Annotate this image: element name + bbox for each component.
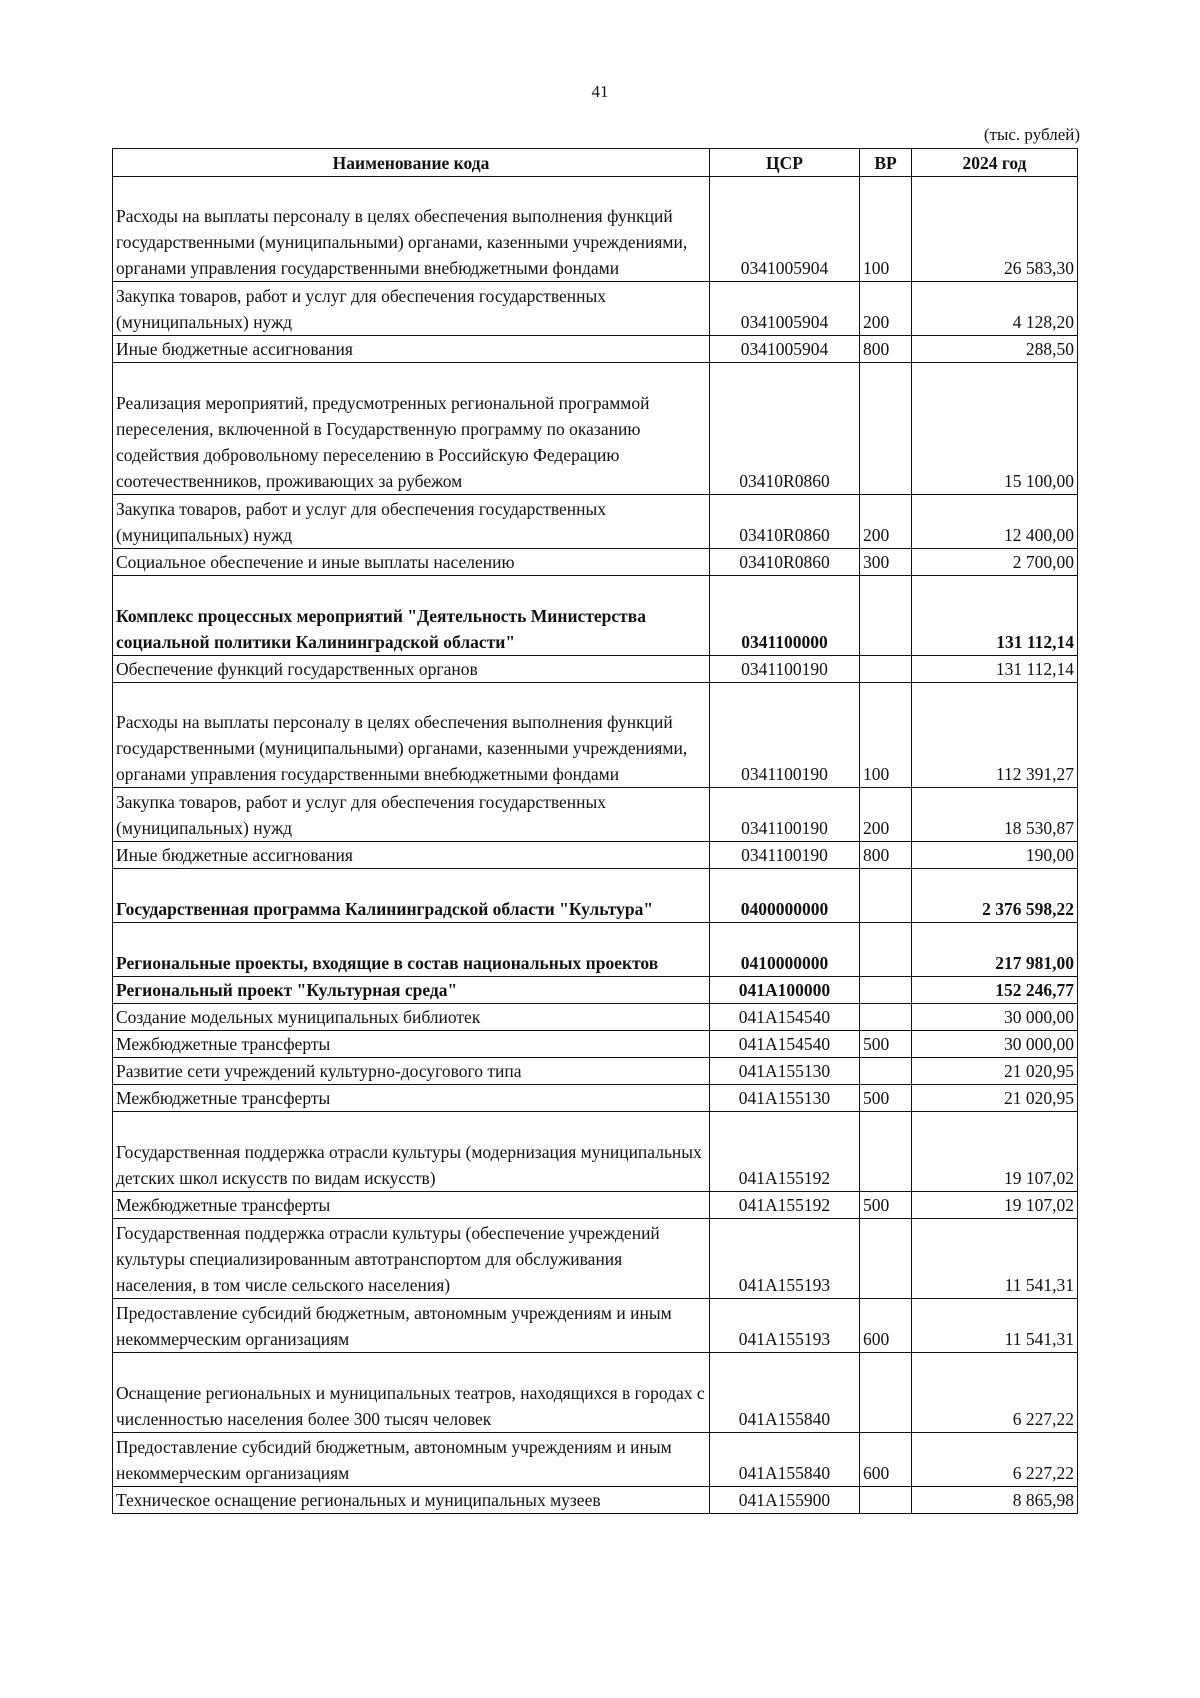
- row-vr-cell: 100: [860, 683, 912, 788]
- row-name-cell: Техническое оснащение региональных и муниципальных музеев: [113, 1487, 710, 1514]
- row-vr-cell: [860, 869, 912, 923]
- row-csr-cell: 041A154540: [710, 1004, 860, 1031]
- row-csr-cell: 0400000000: [710, 869, 860, 923]
- row-amount-cell: 21 020,95: [912, 1058, 1078, 1085]
- row-name-cell: Расходы на выплаты персоналу в целях обеспечения выполнения функций государственными (муниципальными) органами, казенными учреждениями, органами управления государственными внебюджетными фондами: [113, 177, 710, 282]
- table-row: [113, 363, 1078, 495]
- row-vr-cell: [860, 363, 912, 495]
- row-vr-cell: 300: [860, 549, 912, 576]
- table-row: [113, 1192, 1078, 1219]
- row-name-cell: Предоставление субсидий бюджетным, автономным учреждениям и иным некоммерческим организациям: [113, 1433, 710, 1487]
- row-csr-cell: 0341100190: [710, 656, 860, 683]
- row-amount-cell: 4 128,20: [912, 282, 1078, 336]
- table-row: [113, 683, 1078, 788]
- row-amount-cell: 8 865,98: [912, 1487, 1078, 1514]
- row-vr-cell: 800: [860, 842, 912, 869]
- row-name-cell: Иные бюджетные ассигнования: [113, 336, 710, 363]
- row-csr-cell: 0341100190: [710, 842, 860, 869]
- row-amount-cell: 190,00: [912, 842, 1078, 869]
- row-vr-cell: [860, 1004, 912, 1031]
- table-row: [113, 576, 1078, 656]
- table-row: [113, 977, 1078, 1004]
- row-vr-cell: 500: [860, 1192, 912, 1219]
- row-name-cell: Региональный проект "Культурная среда": [113, 977, 710, 1004]
- row-amount-cell: 152 246,77: [912, 977, 1078, 1004]
- row-name-cell: Закупка товаров, работ и услуг для обеспечения государственных (муниципальных) нужд: [113, 788, 710, 842]
- row-csr-cell: 041A155840: [710, 1433, 860, 1487]
- row-csr-cell: 0410000000: [710, 923, 860, 977]
- table-row: [113, 1112, 1078, 1192]
- row-name-cell: Закупка товаров, работ и услуг для обеспечения государственных (муниципальных) нужд: [113, 495, 710, 549]
- table-row: [113, 1031, 1078, 1058]
- table-row: [113, 788, 1078, 842]
- row-vr-cell: 200: [860, 788, 912, 842]
- row-amount-cell: 131 112,14: [912, 576, 1078, 656]
- table-row: [113, 1299, 1078, 1353]
- row-name-cell: Межбюджетные трансферты: [113, 1085, 710, 1112]
- table-row: [113, 1219, 1078, 1299]
- table-row: [113, 1433, 1078, 1487]
- row-csr-cell: 041A155193: [710, 1219, 860, 1299]
- column-header-vr: ВР: [860, 149, 912, 177]
- row-vr-cell: [860, 923, 912, 977]
- row-csr-cell: 03410R0860: [710, 363, 860, 495]
- row-csr-cell: 041A155192: [710, 1112, 860, 1192]
- row-amount-cell: 21 020,95: [912, 1085, 1078, 1112]
- table-row: [113, 495, 1078, 549]
- row-amount-cell: 6 227,22: [912, 1433, 1078, 1487]
- row-amount-cell: 12 400,00: [912, 495, 1078, 549]
- row-amount-cell: 19 107,02: [912, 1112, 1078, 1192]
- row-name-cell: Развитие сети учреждений культурно-досугового типа: [113, 1058, 710, 1085]
- row-vr-cell: 100: [860, 177, 912, 282]
- row-csr-cell: 0341100000: [710, 576, 860, 656]
- row-amount-cell: 30 000,00: [912, 1031, 1078, 1058]
- row-csr-cell: 0341100190: [710, 788, 860, 842]
- row-amount-cell: 26 583,30: [912, 177, 1078, 282]
- budget-table: [112, 148, 1078, 1514]
- row-vr-cell: 200: [860, 495, 912, 549]
- table-row: [113, 1085, 1078, 1112]
- row-vr-cell: [860, 1058, 912, 1085]
- row-name-cell: Реализация мероприятий, предусмотренных региональной программой переселения, включенной в Государственную программу по оказанию содействия добровольному переселению в Российскую Федерацию соотечественников, проживающих за рубежом: [113, 363, 710, 495]
- row-name-cell: Закупка товаров, работ и услуг для обеспечения государственных (муниципальных) нужд: [113, 282, 710, 336]
- row-amount-cell: 30 000,00: [912, 1004, 1078, 1031]
- table-row: [113, 282, 1078, 336]
- row-csr-cell: 041A154540: [710, 1031, 860, 1058]
- row-csr-cell: 041A155840: [710, 1353, 860, 1433]
- row-csr-cell: 0341100190: [710, 683, 860, 788]
- row-vr-cell: 600: [860, 1433, 912, 1487]
- row-name-cell: Предоставление субсидий бюджетным, автономным учреждениям и иным некоммерческим организациям: [113, 1299, 710, 1353]
- row-name-cell: Обеспечение функций государственных органов: [113, 656, 710, 683]
- row-vr-cell: 500: [860, 1085, 912, 1112]
- row-vr-cell: 200: [860, 282, 912, 336]
- row-vr-cell: [860, 977, 912, 1004]
- row-name-cell: Социальное обеспечение и иные выплаты населению: [113, 549, 710, 576]
- column-header-amount: 2024 год: [912, 149, 1078, 177]
- row-csr-cell: 0341005904: [710, 177, 860, 282]
- row-csr-cell: 03410R0860: [710, 549, 860, 576]
- table-row: [113, 923, 1078, 977]
- row-vr-cell: 600: [860, 1299, 912, 1353]
- row-name-cell: Расходы на выплаты персоналу в целях обеспечения выполнения функций государственными (муниципальными) органами, казенными учреждениями, органами управления государственными внебюджетными фондами: [113, 683, 710, 788]
- row-csr-cell: 03410R0860: [710, 495, 860, 549]
- units-label: (тыс. рублей): [983, 125, 1080, 144]
- row-vr-cell: 500: [860, 1031, 912, 1058]
- table-row: [113, 1004, 1078, 1031]
- row-name-cell: Государственная программа Калининградской области "Культура": [113, 869, 710, 923]
- row-csr-cell: 041A155130: [710, 1058, 860, 1085]
- table-row: [113, 177, 1078, 282]
- row-amount-cell: 19 107,02: [912, 1192, 1078, 1219]
- table-row: [113, 1058, 1078, 1085]
- row-vr-cell: [860, 1353, 912, 1433]
- table-row: [113, 656, 1078, 683]
- row-amount-cell: 6 227,22: [912, 1353, 1078, 1433]
- row-csr-cell: 0341005904: [710, 336, 860, 363]
- table-row: [113, 1353, 1078, 1433]
- row-vr-cell: [860, 576, 912, 656]
- row-vr-cell: [860, 656, 912, 683]
- row-vr-cell: [860, 1487, 912, 1514]
- row-amount-cell: 11 541,31: [912, 1299, 1078, 1353]
- row-csr-cell: 041A155193: [710, 1299, 860, 1353]
- row-amount-cell: 217 981,00: [912, 923, 1078, 977]
- table-row: [113, 549, 1078, 576]
- row-csr-cell: 041A155192: [710, 1192, 860, 1219]
- row-vr-cell: [860, 1112, 912, 1192]
- row-vr-cell: [860, 1219, 912, 1299]
- row-name-cell: Государственная поддержка отрасли культуры (обеспечение учреждений культуры специализированным автотранспортом для обслуживания населения, в том числе сельского населения): [113, 1219, 710, 1299]
- table-row: [113, 869, 1078, 923]
- row-amount-cell: 131 112,14: [912, 656, 1078, 683]
- row-name-cell: Государственная поддержка отрасли культуры (модернизация муниципальных детских школ искусств по видам искусств): [113, 1112, 710, 1192]
- row-name-cell: Иные бюджетные ассигнования: [113, 842, 710, 869]
- row-amount-cell: 18 530,87: [912, 788, 1078, 842]
- row-amount-cell: 11 541,31: [912, 1219, 1078, 1299]
- row-amount-cell: 112 391,27: [912, 683, 1078, 788]
- row-name-cell: Комплекс процессных мероприятий "Деятельность Министерства социальной политики Калининградской области": [113, 576, 710, 656]
- row-name-cell: Оснащение региональных и муниципальных театров, находящихся в городах с численностью населения более 300 тысяч человек: [113, 1353, 710, 1433]
- column-header-csr: ЦСР: [710, 149, 860, 177]
- table-row: [113, 842, 1078, 869]
- page-number: 41: [591, 82, 609, 101]
- row-amount-cell: 288,50: [912, 336, 1078, 363]
- table-header-row: [113, 149, 1078, 177]
- row-name-cell: Межбюджетные трансферты: [113, 1031, 710, 1058]
- row-amount-cell: 15 100,00: [912, 363, 1078, 495]
- row-amount-cell: 2 700,00: [912, 549, 1078, 576]
- table-row: [113, 336, 1078, 363]
- table-row: [113, 1487, 1078, 1514]
- row-csr-cell: 041A155900: [710, 1487, 860, 1514]
- row-name-cell: Межбюджетные трансферты: [113, 1192, 710, 1219]
- row-name-cell: Создание модельных муниципальных библиотек: [113, 1004, 710, 1031]
- row-csr-cell: 0341005904: [710, 282, 860, 336]
- row-csr-cell: 041A155130: [710, 1085, 860, 1112]
- column-header-name: Наименование кода: [113, 149, 710, 177]
- row-amount-cell: 2 376 598,22: [912, 869, 1078, 923]
- row-name-cell: Региональные проекты, входящие в состав национальных проектов: [113, 923, 710, 977]
- row-csr-cell: 041A100000: [710, 977, 860, 1004]
- row-vr-cell: 800: [860, 336, 912, 363]
